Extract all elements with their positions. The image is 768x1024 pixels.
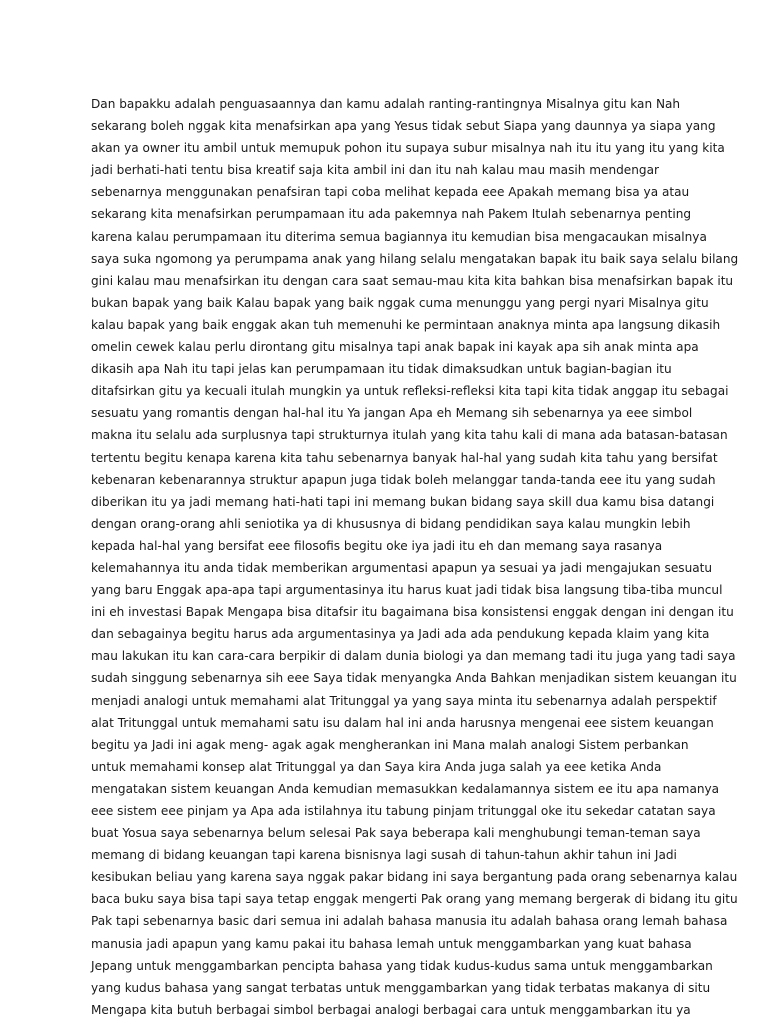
text-line: jadi berhati-hati tentu bisa kreatif saja kita ambil ini dan itu nah kalau mau masih mendengar <box>91 163 659 178</box>
text-line: untuk memahami konsep alat Tritunggal ya dan Saya kira Anda juga salah ya eee ketika Anda <box>91 759 662 774</box>
text-line: kebenaran kebenarannya struktur apapun juga tidak boleh melanggar tanda-tanda eee itu yang sudah <box>91 472 716 487</box>
text-line: sebenarnya menggunakan penafsiran tapi coba melihat kepada eee Apakah memang bisa ya atau <box>91 185 690 200</box>
text-line: saya suka ngomong ya perumpama anak yang hilang selalu mengatakan bapak itu baik saya selalu bilang <box>91 251 739 266</box>
text-line: omelin cewek kalau perlu dirontang gitu misalnya tapi anak bapak ini kayak apa sih anak minta apa <box>91 340 699 355</box>
text-line: kepada hal-hal yang bersifat eee filosofis begitu oke iya jadi itu eh dan memang saya rasanya <box>91 538 663 553</box>
text-line: sekarang boleh nggak kita menafsirkan apa yang Yesus tidak sebut Siapa yang daunnya ya siapa yang <box>91 119 716 134</box>
text-line: sudah singgung sebenarnya sih eee Saya tidak menyangka Anda Bahkan menjadikan sistem keuangan itu <box>91 671 737 686</box>
text-line: dengan orang-orang ahli seniotika ya di khususnya di bidang pendidikan saya kalau mungkin lebih <box>91 516 691 531</box>
text-line: manusia jadi apapun yang kamu pakai itu bahasa lemah untuk menggambarkan yang kuat bahasa <box>91 936 692 951</box>
text-line: buat Yosua saya sebenarnya belum selesai Pak saya beberapa kali menghubungi teman-teman saya <box>91 826 701 841</box>
document-body <box>91 93 739 1021</box>
text-line: bukan bapak yang baik Kalau bapak yang baik nggak cuma menunggu yang pergi nyari Misalnya gitu <box>91 295 709 310</box>
text-line: Pak tapi sebenarnya basic dari semua ini adalah bahasa manusia itu adalah bahasa orang lemah bahasa <box>91 914 728 929</box>
text-line: eee sistem eee pinjam ya Apa ada istilahnya itu tabung pinjam tritunggal oke itu sekedar catatan saya <box>91 804 716 818</box>
text-line: Mengapa kita butuh berbagai simbol berbagai analogi berbagai cara untuk menggambarkan itu ya <box>91 1002 691 1017</box>
text-line: dan sebagainya begitu harus ada argumentasinya ya Jadi ada ada pendukung kepada klaim yang kita <box>91 627 710 642</box>
text-line: sekarang kita menafsirkan perumpamaan itu ada pakemnya nah Pakem Itulah sebenarnya penting <box>91 207 692 222</box>
text-line: baca buku saya bisa tapi saya tetap enggak mengerti Pak orang yang memang bergerak di bidang itu gitu <box>91 892 738 907</box>
text-line: kelemahannya itu anda tidak memberikan argumentasi apapun ya sesuai ya jadi mengajukan sesuatu <box>91 560 713 575</box>
text-line: makna itu selalu ada surplusnya tapi strukturnya itulah yang kita tahu kali di mana ada batasan-batasan <box>91 428 728 443</box>
text-line: diberikan itu ya jadi memang hati-hati tapi ini memang bukan bidang saya skill dua kamu bisa datangi <box>91 494 715 509</box>
text-line: begitu ya Jadi ini agak meng- agak agak mengherankan ini Mana malah analogi Sistem perbankan <box>91 737 689 752</box>
text-line: karena kalau perumpamaan itu diterima semua bagiannya itu kemudian bisa mengacaukan misalnya <box>91 229 707 244</box>
text-line: akan ya owner itu ambil untuk memupuk pohon itu supaya subur misalnya nah itu itu yang itu yang kita <box>91 141 725 156</box>
text-line: dikasih apa Nah itu tapi jelas kan perumpamaan itu tidak dimaksudkan untuk bagian-bagian itu <box>91 362 672 377</box>
text-line: memang di bidang keuangan tapi karena bisnisnya lagi susah di tahun-tahun akhir tahun ini Jadi <box>91 848 677 863</box>
text-line: alat Tritunggal untuk memahami satu isu dalam hal ini anda harusnya mengenai eee sistem keuangan <box>91 715 714 730</box>
text-line: gini kalau mau menafsirkan itu dengan cara saat semau-mau kita kita bahkan bisa menafsirkan bapak itu <box>91 273 734 288</box>
text-line: yang kudus bahasa yang sangat terbatas untuk menggambarkan yang tidak terbatas makanya di situ <box>91 980 711 995</box>
text-line: ini eh investasi Bapak Mengapa bisa ditafsir itu bagaimana bisa konsistensi enggak dengan ini dengan itu <box>91 605 734 620</box>
text-line: mau lakukan itu kan cara-cara berpikir di dalam dunia biologi ya dan memang tadi itu juga yang tadi saya <box>91 649 736 664</box>
text-line: tertentu begitu kenapa karena kita tahu sebenarnya banyak hal-hal yang sudah kita tahu yang bersifat <box>91 450 718 465</box>
text-line: Dan bapakku adalah penguasaannya dan kamu adalah ranting-rantingnya Misalnya gitu kan Nah <box>91 97 681 111</box>
text-line: mengatakan sistem keuangan Anda kemudian memasukkan kedalamannya sistem ee itu apa namanya <box>91 781 720 796</box>
text-line: kesibukan beliau yang karena saya nggak pakar bidang ini saya bergantung pada orang sebenarnya kalau <box>91 870 738 885</box>
text-line: kalau bapak yang baik enggak akan tuh memenuhi ke permintaan anaknya minta apa langsung dikasih <box>91 317 721 332</box>
text-line: yang baru Enggak apa-apa tapi argumentasinya itu harus kuat jadi tidak bisa langsung tiba-tiba muncul <box>91 583 723 598</box>
text-line: menjadi analogi untuk memahami alat Tritunggal ya yang saya minta itu sebenarnya adalah perspektif <box>91 693 717 708</box>
text-line: Jepang untuk menggambarkan pencipta bahasa yang tidak kudus-kudus sama untuk menggambarkan <box>91 958 713 973</box>
text-line: sesuatu yang romantis dengan hal-hal itu Ya jangan Apa eh Memang sih sebenarnya ya eee simbol <box>91 406 693 421</box>
text-line: ditafsirkan gitu ya kecuali itulah mungkin ya untuk refleksi-refleksi kita tapi kita tidak anggap itu sebagai <box>91 384 729 399</box>
